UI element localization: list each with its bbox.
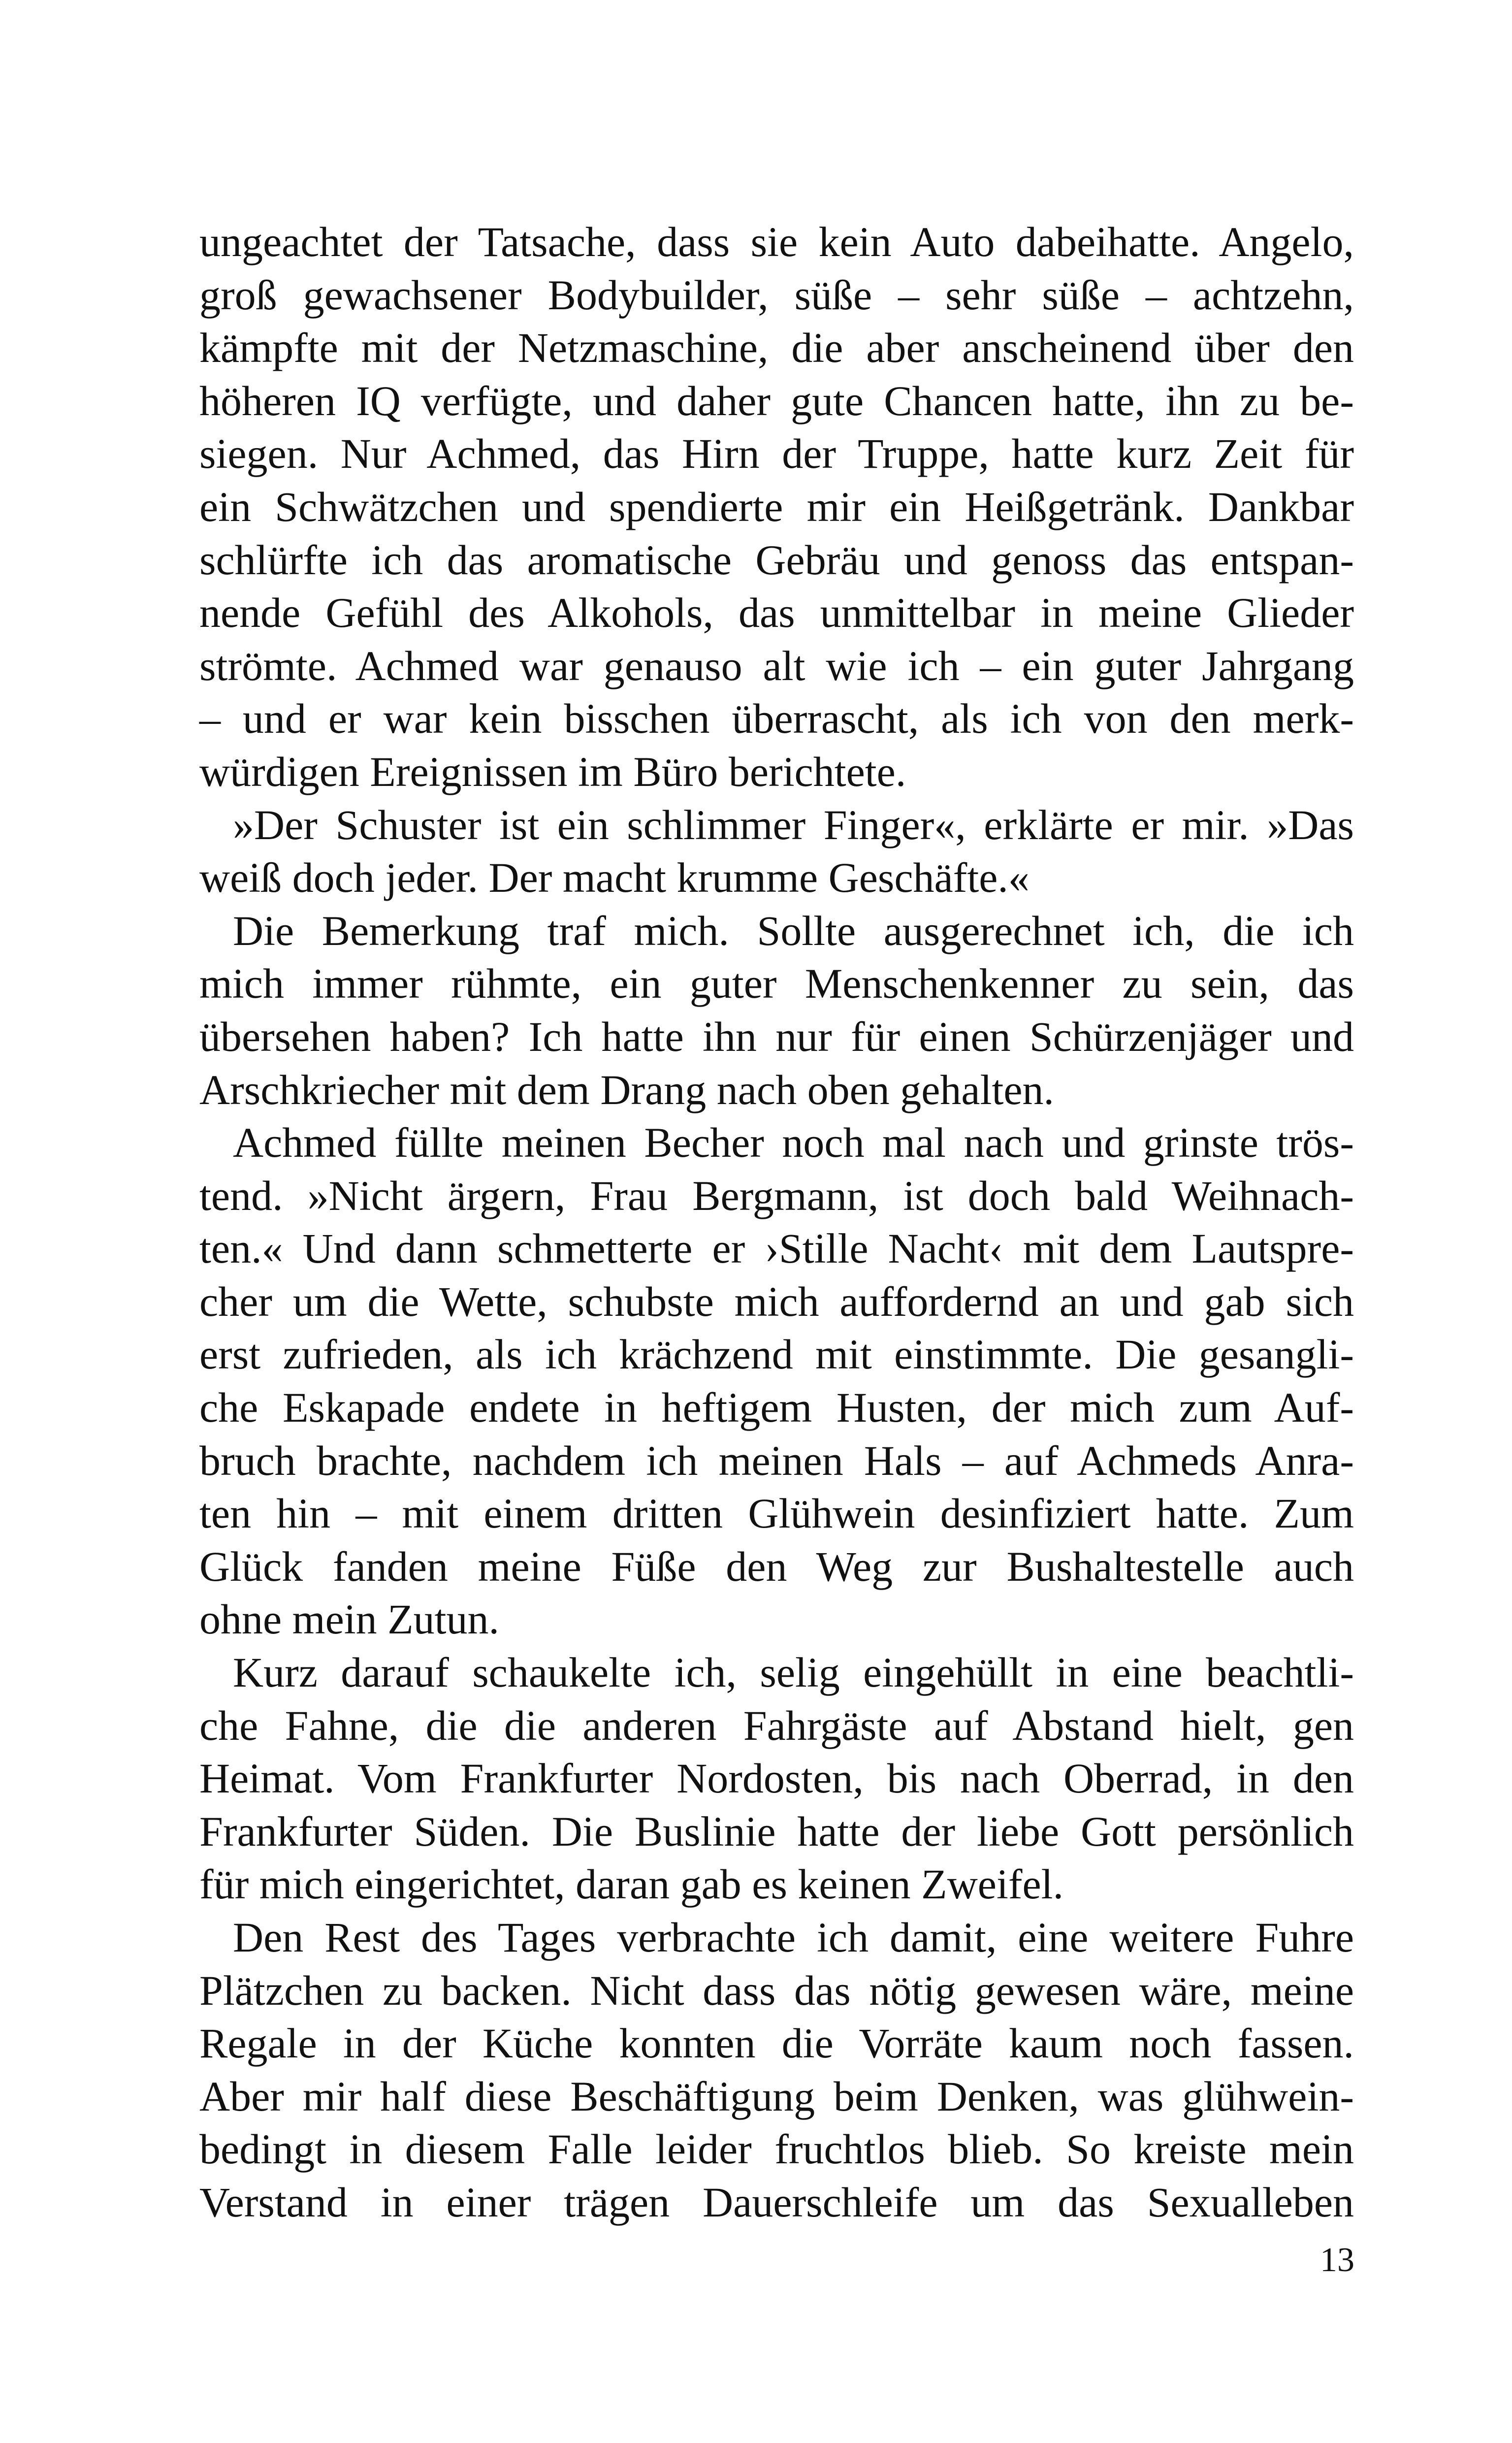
text-line: ungeachtet der Tatsache, dass sie kein Auto dabeihatte. Angelo, xyxy=(199,218,1354,265)
text-line: Frankfurter Süden. Die Buslinie hatte der liebe Gott persönlich xyxy=(199,1807,1354,1855)
text-line: Verstand in einer trägen Dauerschleife um das Sexualleben xyxy=(199,2178,1354,2226)
text-line: ohne mein Zutun. xyxy=(199,1596,500,1643)
text-line: kämpfte mit der Netzmaschine, die aber anscheinend über den xyxy=(199,324,1354,372)
text-line: che Fahne, die die anderen Fahrgäste auf Abstand hielt, gen xyxy=(199,1701,1354,1749)
text-line: groß gewachsener Bodybuilder, süße – sehr süße – achtzehn, xyxy=(199,271,1354,319)
text-line: »Der Schuster ist ein schlimmer Finger«, erklärte er mir. »Das xyxy=(233,801,1354,848)
text-line: bruch brachte, nachdem ich meinen Hals – auf Achmeds Anra- xyxy=(199,1436,1354,1484)
paragraph-4 xyxy=(199,1116,1354,1646)
text-line: cher um die Wette, schubste mich auffordernd an und gab sich xyxy=(199,1277,1354,1325)
text-line: bedingt in diesem Falle leider fruchtlos blieb. So kreiste mein xyxy=(199,2125,1354,2173)
text-line: weiß doch jeder. Der macht krumme Geschäfte.« xyxy=(199,854,1029,902)
text-line: übersehen haben? Ich hatte ihn nur für einen Schürzenjäger und xyxy=(199,1012,1354,1060)
text-line: höheren IQ verfügte, und daher gute Chancen hatte, ihn zu be- xyxy=(199,377,1354,424)
text-line: tend. »Nicht ärgern, Frau Bergmann, ist doch bald Weihnach- xyxy=(199,1172,1354,1219)
paragraph-1 xyxy=(199,216,1354,799)
text-line: – und er war kein bisschen überrascht, als ich von den merk- xyxy=(199,695,1354,743)
text-line: mich immer rühmte, ein guter Menschenkenner zu sein, das xyxy=(199,960,1354,1008)
body-text xyxy=(199,216,1354,2229)
paragraph-6 xyxy=(199,1911,1354,2229)
text-line: Plätzchen zu backen. Nicht dass das nötig gewesen wäre, meine xyxy=(199,1966,1354,2014)
paragraph-5 xyxy=(199,1646,1354,1911)
paragraph-2 xyxy=(199,799,1354,905)
text-line: würdigen Ereignissen im Büro berichtete. xyxy=(199,748,906,795)
text-line: Die Bemerkung traf mich. Sollte ausgerechnet ich, die ich xyxy=(233,907,1354,954)
page-number: 13 xyxy=(1320,2241,1354,2279)
text-line: Aber mir half diese Beschäftigung beim Denken, was glühwein- xyxy=(199,2072,1354,2120)
text-line: für mich eingerichtet, daran gab es keinen Zweifel. xyxy=(199,1860,1064,1908)
text-line: ten.« Und dann schmetterte er ›Stille Nacht‹ mit dem Lautspre- xyxy=(199,1225,1354,1272)
text-line: Glück fanden meine Füße den Weg zur Bushaltestelle auch xyxy=(199,1542,1354,1590)
text-line: ten hin – mit einem dritten Glühwein desinfiziert hatte. Zum xyxy=(199,1490,1354,1537)
text-line: nende Gefühl des Alkohols, das unmittelbar in meine Glieder xyxy=(199,589,1354,637)
text-line: che Eskapade endete in heftigem Husten, der mich zum Auf- xyxy=(199,1384,1354,1432)
text-line: Heimat. Vom Frankfurter Nordosten, bis nach Oberrad, in den xyxy=(199,1755,1354,1802)
text-line: Arschkriecher mit dem Drang nach oben gehalten. xyxy=(199,1066,1055,1113)
text-line: strömte. Achmed war genauso alt wie ich – ein guter Jahrgang xyxy=(199,642,1354,689)
text-line: Kurz darauf schaukelte ich, selig eingehüllt in eine beachtli- xyxy=(233,1649,1354,1696)
text-line: Achmed füllte meinen Becher noch mal nach und grinste trös- xyxy=(233,1119,1354,1167)
text-line: Regale in der Küche konnten die Vorräte kaum noch fassen. xyxy=(199,2020,1354,2067)
text-line: Den Rest des Tages verbrachte ich damit, eine weitere Fuhre xyxy=(233,1914,1354,1961)
text-line: schlürfte ich das aromatische Gebräu und genoss das entspan- xyxy=(199,536,1354,584)
text-line: siegen. Nur Achmed, das Hirn der Truppe, hatte kurz Zeit für xyxy=(199,430,1354,478)
paragraph-3 xyxy=(199,905,1354,1116)
text-line: ein Schwätzchen und spendierte mir ein Heißgetränk. Dankbar xyxy=(199,483,1354,530)
text-line: erst zufrieden, als ich krächzend mit einstimmte. Die gesangli- xyxy=(199,1331,1354,1378)
